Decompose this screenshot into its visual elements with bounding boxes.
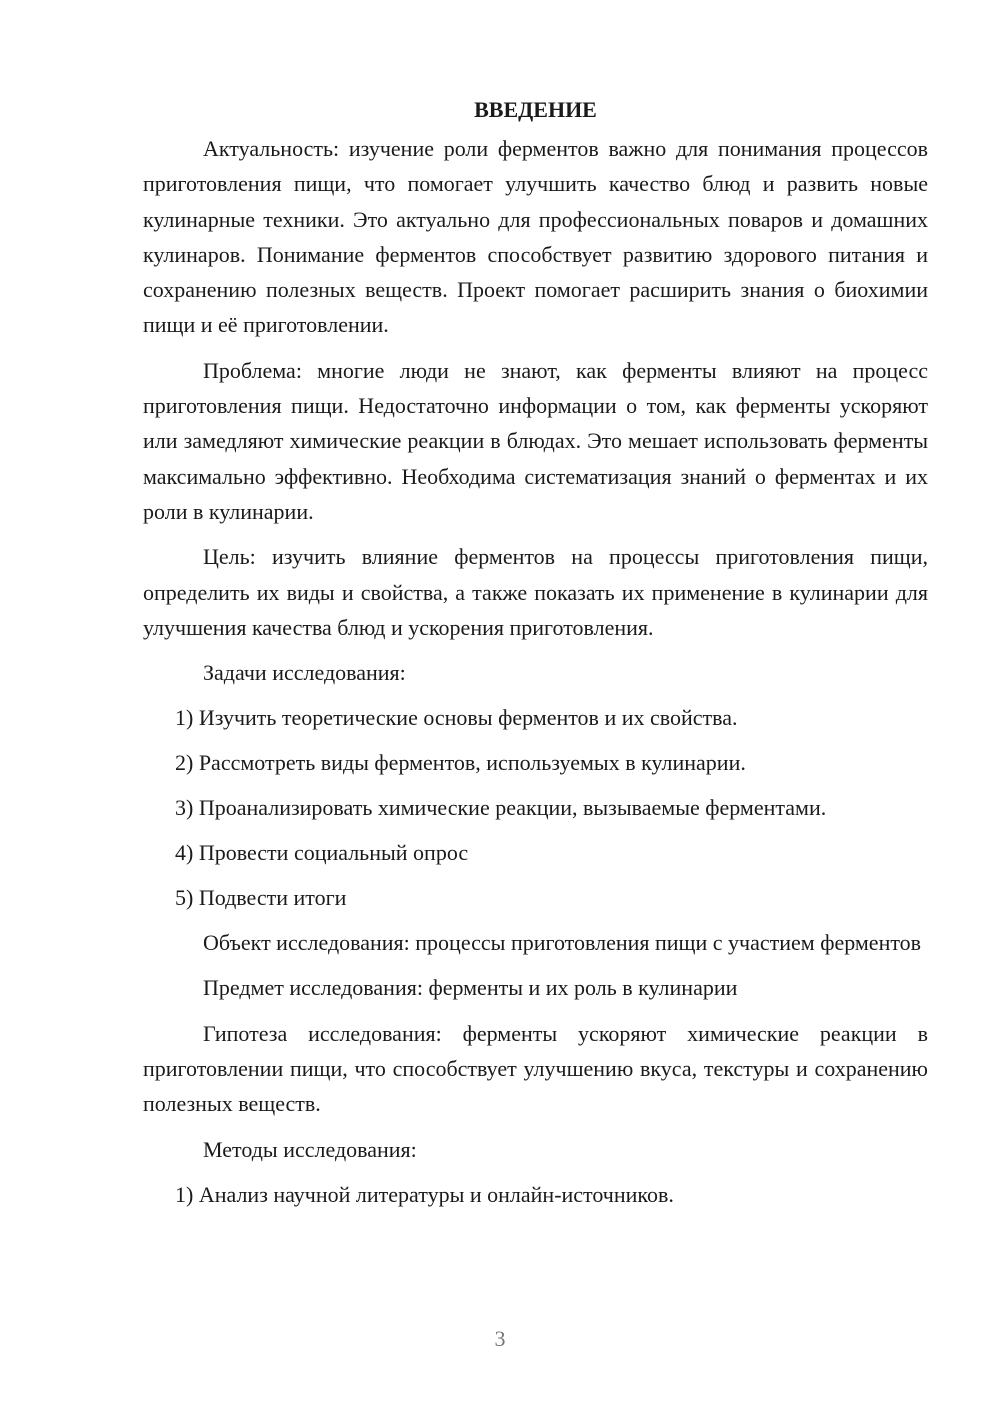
hypothesis-paragraph: Гипотеза исследования: ферменты ускоряют химические реакции в приготовлении пищи, что способствует улучшению вкуса, текстуры и сохранению полезных веществ. [143,1020,928,1117]
section-title: ВВЕДЕНИЕ [474,97,597,122]
list-item: 2) Рассмотреть виды ферментов, используемых в кулинарии. [175,750,746,776]
list-item: 1) Анализ научной литературы и онлайн-источников. [175,1181,674,1207]
goal-paragraph: Цель: изучить влияние ферментов на процессы приготовления пищи, определить их виды и свойства, а также показать их применение в кулинарии для улучшения качества блюд и ускорения приготовления. [143,544,928,640]
document-page [143,92,928,1222]
relevance-paragraph: Актуальность: изучение роли ферментов важно для понимания процессов приготовления пищи, что помогает улучшить качество блюд и развить новые кулинарные техники. Это актуально для профессиональных поваров и домашних кулинаров. Понимание ферментов способствует развитию здорового питания и сохранению полезных веществ. Проект помогает расширить знания о биохимии пищи и её приготовлении. [143,136,928,338]
list-item: 4) Провести социальный опрос [175,840,469,866]
subject-paragraph: Предмет исследования: ферменты и их роль в кулинарии [203,975,738,1001]
list-item: 5) Подвести итоги [175,885,347,911]
object-paragraph: Объект исследования: процессы приготовления пищи с участием ферментов [203,930,922,956]
tasks-heading: Задачи исследования: [203,660,406,686]
methods-heading: Методы исследования: [203,1136,417,1162]
problem-paragraph: Проблема: многие люди не знают, как ферменты влияют на процесс приготовления пищи. Недостаточно информации о том, как ферменты ускоряют или замедляют химические реакции в блюдах. Это мешает использовать ферменты максимально эффективно. Необходима систематизация знаний о ферментах и их роли в кулинарии. [143,357,928,524]
page-number: 3 [494,1326,506,1351]
list-item: 1) Изучить теоретические основы ферментов и их свойства. [175,705,738,731]
tasks-list [143,700,928,915]
list-item: 3) Проанализировать химические реакции, вызываемые ферментами. [175,795,827,821]
methods-list [143,1177,928,1212]
